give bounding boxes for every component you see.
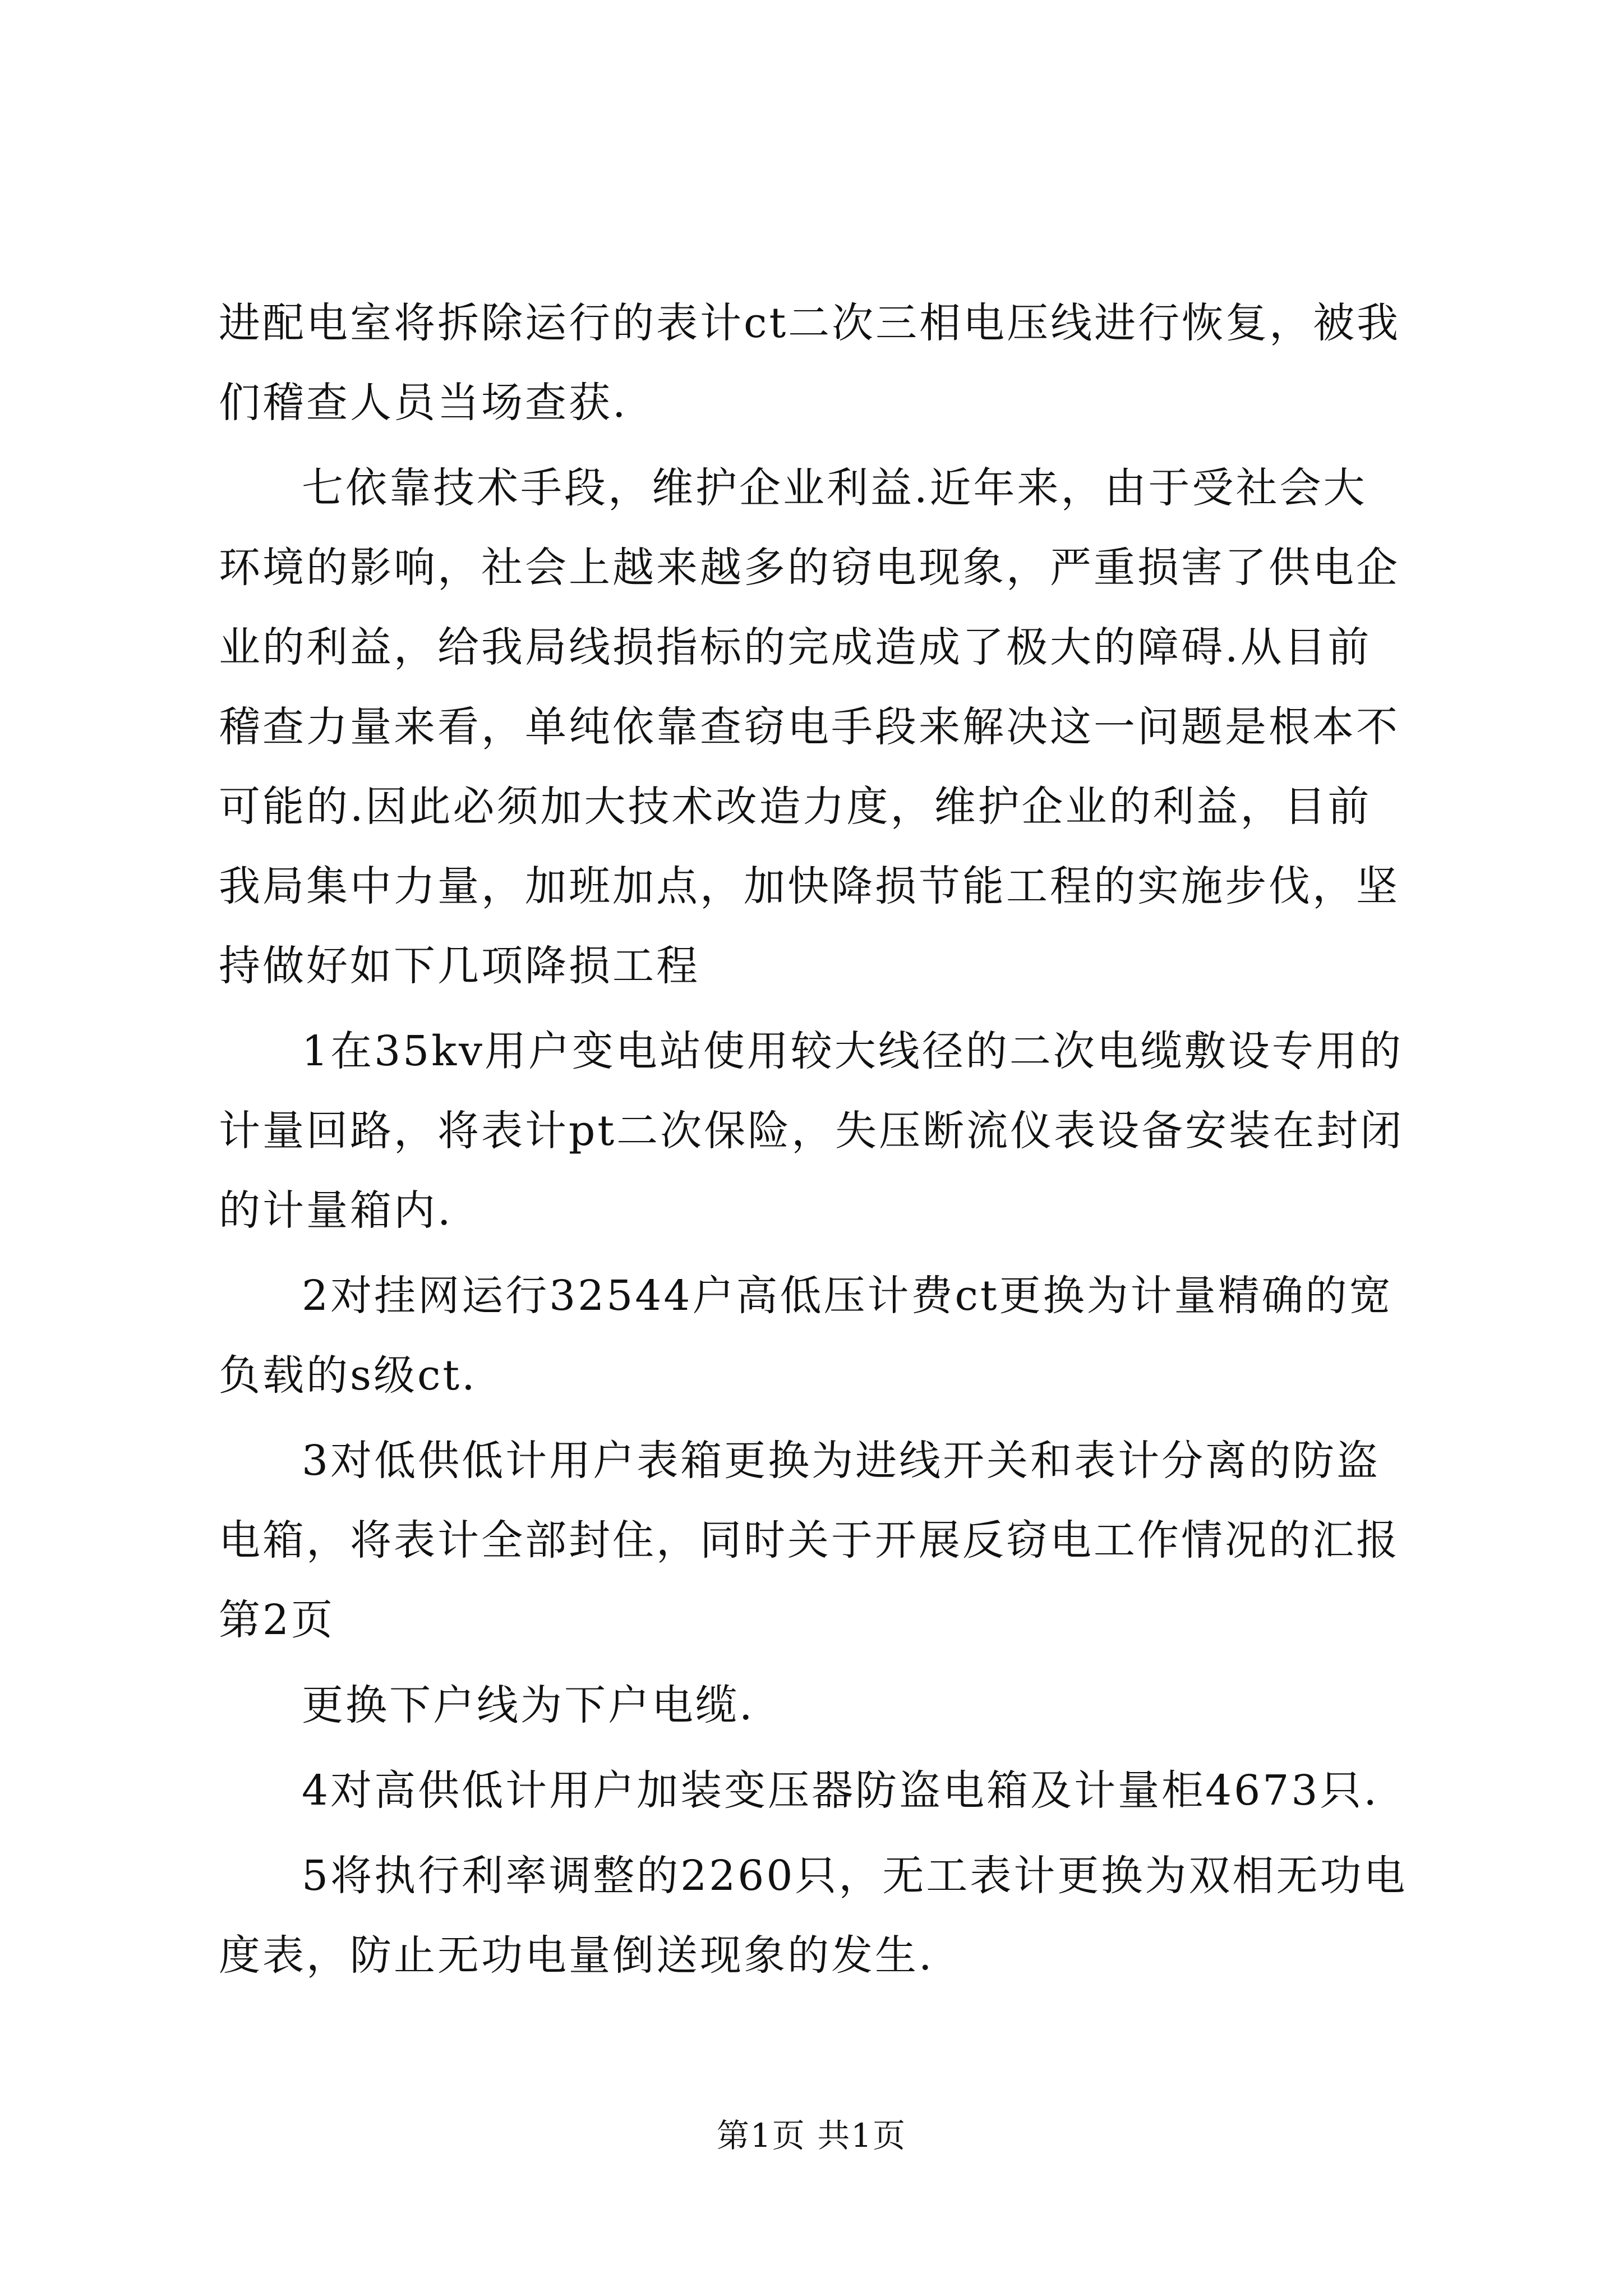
paragraph: 1在35kv用户变电站使用较大线径的二次电缆敷设专用的计量回路，将表计pt二次保险，失压断流仪表设备安装在封闭的计量箱内. <box>219 1027 1404 1235</box>
paragraph: 5将执行利率调整的2260只，无工表计更换为双相无功电度表，防止无功电量倒送现象的发生. <box>219 1852 1408 1980</box>
paragraph: 进配电室将拆除运行的表计ct二次三相电压线进行恢复，被我们稽查人员当场查获. <box>219 299 1401 427</box>
page-footer: 第1页 共1页 <box>716 2116 907 2155</box>
paragraph: 七依靠技术手段，维护企业利益.近年来，由于受社会大环境的影响，社会上越来越多的窃电现象，严重损害了供电企业的利益，给我局线损指标的完成造成了极大的障碍.从目前稽查力量来看，单纯依靠查窃电手段来解决这一问题是根本不可能的.因此必须加大技术改造力度，维护企业的利益，目前我局集中力量，加班加点，加快降损节能工程的实施步伐，坚持做好如下几项降损工程 <box>219 464 1400 990</box>
paragraph: 更换下户线为下户电缆. <box>302 1681 755 1729</box>
document-body <box>219 283 1408 2001</box>
paragraph: 4对高供低计用户加装变压器防盗电箱及计量柜4673只. <box>302 1766 1379 1815</box>
paragraph: 2对挂网运行32544户高低压计费ct更换为计量精确的宽负载的s级ct. <box>219 1272 1393 1400</box>
paragraph: 3对低供低计用户表箱更换为进线开关和表计分离的防盗电箱，将表计全部封住，同时关于开展反窃电工作情况的汇报第2页 <box>219 1437 1400 1644</box>
